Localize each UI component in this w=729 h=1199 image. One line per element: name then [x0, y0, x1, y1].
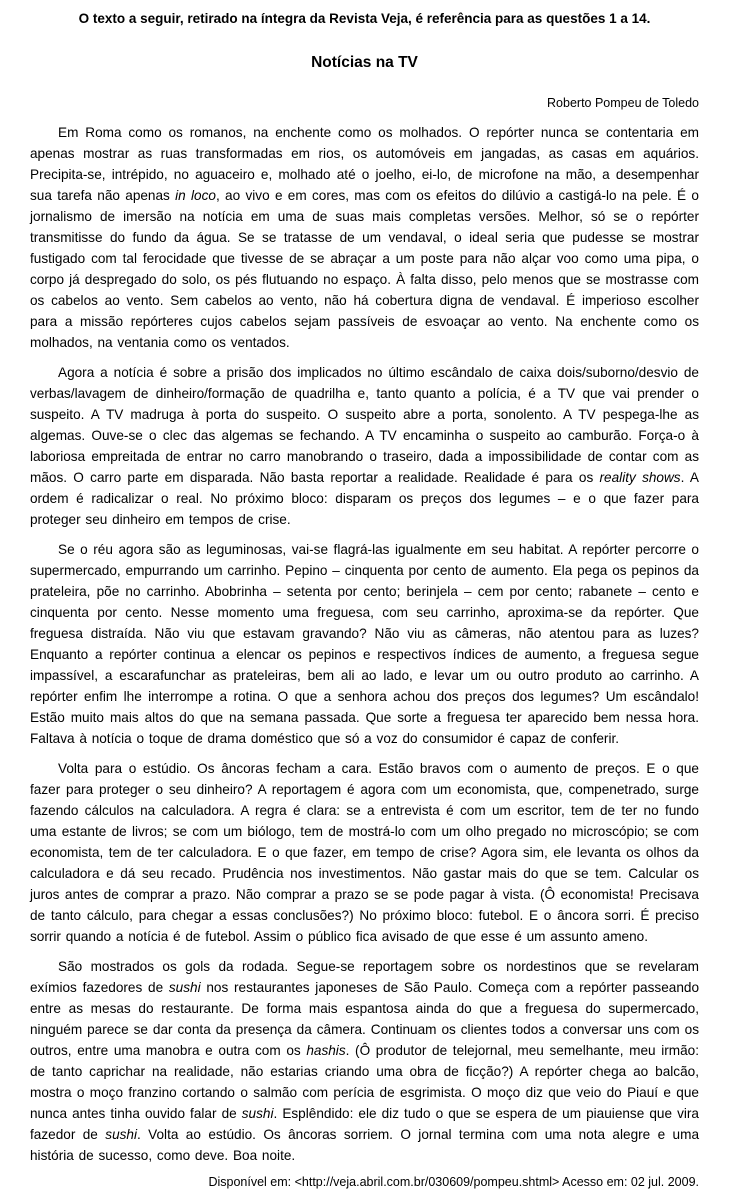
- paragraph: [30, 362, 699, 530]
- text-run: . Volta ao estúdio. Os âncoras sorriem. O jornal termina com uma nota alegre e uma história de sucesso, como deve. Boa noite.: [30, 1127, 700, 1163]
- paragraph: [30, 539, 699, 749]
- paragraph: [30, 122, 699, 353]
- paragraph: [30, 758, 699, 947]
- text-run: Volta para o estúdio. Os âncoras fecham a cara. Estão bravos com o aumento de preços. E o que fazer para proteger o seu dinheiro? A reportagem é agora com um economista, que, compenetrado, surge fazendo cálculos na calculadora. A regra é clara: se a entrevista é com um escritor, tem de ter no fundo uma estante de livros; se com um biólogo, tem de mostrá-lo com um olho pregado no microscópio; se com economista, tem de ter calculadora. E o que fazer, em tempo de crise? Agora sim, ele levanta os olhos da calculadora e dá seu recado. Prudência nos investimentos. Não gastar mais do que se tem. Calcular os juros antes de comprar a prazo. Não comprar a prazo se se pode pagar à vista. (Ô economista! Precisava de tanto cálculo, para chegar a essas conclusões?) No próximo bloco: futebol. E o âncora sorri. É preciso sorrir quando a notícia é de futebol. Assim o público fica avisado de que esse é um assunto ameno.: [30, 761, 699, 944]
- text-run: Se o réu agora são as leguminosas, vai-se flagrá-las igualmente em seu habitat. A repórter percorre o supermercado, empurrando um carrinho. Pepino – cinquenta por cento de aumento. Ela pega os pepinos da prateleira, põe no carrinho. Abobrinha – setenta por cento; berinjela – cem por cento; rabanete – cento e cinquenta por cento. Nesse momento uma freguesa, com seu carrinho, aproxima-se da repórter. Que freguesa distraída. Não viu que estavam gravando? Não viu as câmeras, não atentou para as luzes? Enquanto a repórter continua a elencar os pepinos e respectivos índices de aumento, a freguesa segue impassível, a escarafunchar as prateleiras, bem ali ao lado, e levar um ou outro produto ao carrinho. A repórter enfim lhe interrompe a rotina. O que a senhora achou dos preços dos legumes? Um escândalo! Estão muito mais altos do que na semana passada. Que sorte a freguesa ter aparecido bem nessa hora. Faltava à notícia o toque de drama doméstico que só a voz do consumidor é capaz de conferir.: [30, 542, 699, 746]
- instruction-text: O texto a seguir, retirado na íntegra da Revista Veja, é referência para as questões 1 a 14.: [78, 11, 651, 26]
- text-run: Em Roma como os romanos, na enchente como os molhados. O repórter nunca se contentaria em apenas mostrar as ruas transformadas em rios, os automóveis em jangadas, as casas em aquários. Precipita-se, intrépido, no aguaceiro e, molhado até o joelho, ei-lo, de microfone na mão, a desempenhar sua tarefa não apenas: [30, 125, 699, 203]
- text-run: . Esplêndido: ele diz tudo o que se espera de um piauiense que vira fazedor de: [30, 1106, 699, 1142]
- text-run: , ao vivo e em cores, mas com os efeitos do dilúvio a castigá-lo na pele. É o jornalismo de imersão na notícia em uma de suas mais completas versões. Melhor, só se o repórter transmitisse do fundo da água. Se se tratasse de um vendaval, o ideal seria que pudesse se mostrar fustigado com tal ferocidade que tivesse de se abraçar a um poste para não alçar voo como uma pipa, o corpo já despregado do solo, os pés flutuando no espaço. À falta disso, pelo menos que se mostrasse com os cabelos ao vento. Sem cabelos ao vento, não há cobertura digna de vendaval. É imperioso escolher para a missão repórteres cujos cabelos sejam passíveis de esvoaçar ao vento. Na enchente como os molhados, na ventania como os ventados.: [30, 188, 699, 350]
- text-run: . A ordem é radicalizar o real. No próximo bloco: disparam os preços dos legumes – e o que fazer para proteger seu dinheiro em tempos de crise.: [30, 470, 699, 527]
- source-citation: Disponível em: <http://veja.abril.com.br/030609/pompeu.shtml> Acesso em: 02 jul. 2009.: [208, 1175, 699, 1189]
- text-run: nos restaurantes japoneses de São Paulo. Começa com a repórter passeando entre as mesas do restaurante. De forma mais espantosa ainda do que a freguesa do supermercado, ninguém parece se dar conta da presença da câmera. Continuam os clientes todos a conversar uns com os outros, entre uma manobra e outra com os: [30, 980, 700, 1058]
- italic-term: sushi: [241, 1106, 274, 1121]
- article-body: [30, 122, 699, 1166]
- italic-term: in loco: [175, 188, 216, 203]
- italic-term: reality shows: [599, 470, 681, 485]
- author-byline: Roberto Pompeu de Toledo: [547, 96, 699, 110]
- text-run: Agora a notícia é sobre a prisão dos implicados no último escândalo de caixa dois/suborno/desvio de verbas/lavagem de dinheiro/formação de quadrilha e, tanto quanto a polícia, é a TV que vai prender o suspeito. A TV madruga à porta do suspeito. O suspeito abre a porta, sonolento. A TV pespega-lhe as algemas. Ouve-se o clec das algemas se fechando. A TV encaminha o suspeito ao camburão. Força-o à laboriosa empreitada de entrar no carro manobrando o traseiro, dada a impossibilidade de contar com as mãos. O carro parte em disparada. Não basta reportar a realidade. Realidade é para os: [30, 365, 699, 485]
- italic-term: sushi: [168, 980, 201, 995]
- italic-term: sushi: [105, 1127, 137, 1142]
- article-title: Notícias na TV: [311, 54, 418, 71]
- text-run: São mostrados os gols da rodada. Segue-se reportagem sobre os nordestinos que se revelaram exímios fazedores de: [30, 959, 699, 995]
- italic-term: hashis: [306, 1043, 346, 1058]
- paragraph: [30, 956, 699, 1166]
- text-run: . (Ô produtor de telejornal, meu semelhante, meu irmão: de tanto caprichar na realidade, não estarias criando uma obra de ficção?) A repórter chega ao balcão, mostra o moço franzino cortando o salmão com perícia de esgrimista. O moço diz que veio do Piauí e que nunca antes tinha ouvido falar de: [30, 1043, 700, 1121]
